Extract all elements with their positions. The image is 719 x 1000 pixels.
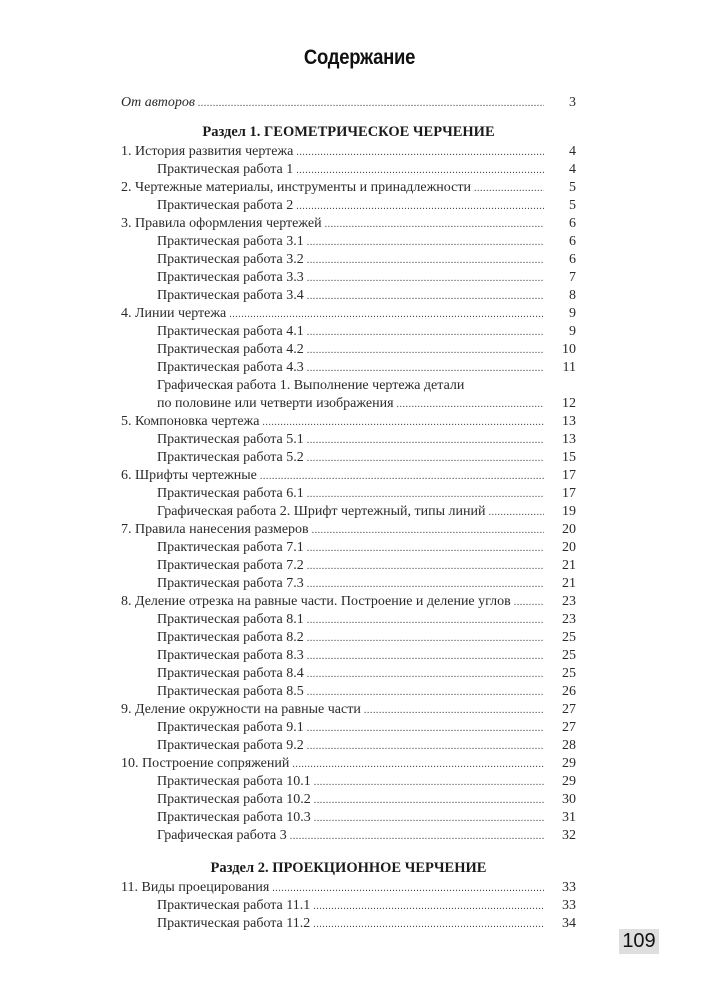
toc-subentry[interactable] bbox=[121, 737, 576, 755]
toc-entry-label: Практическая работа 7.1 ..... bbox=[157, 539, 544, 558]
toc-subentry[interactable] bbox=[121, 359, 576, 377]
toc-entry-page: 23 bbox=[562, 612, 576, 627]
toc-entry-label: 11. Виды проецирования ..... bbox=[121, 879, 544, 898]
toc-entry-page: 25 bbox=[562, 630, 576, 645]
toc-entry-page: 25 bbox=[562, 666, 576, 681]
toc-entry-page: 6 bbox=[569, 216, 576, 231]
toc-entry-label: Практическая работа 4.3 ..... bbox=[157, 359, 544, 378]
toc-entry-page: 15 bbox=[562, 450, 576, 465]
toc-entry-page: 34 bbox=[562, 916, 576, 931]
toc-entry-page: 20 bbox=[562, 540, 576, 555]
toc-entry-page: 26 bbox=[562, 684, 576, 699]
toc-entry-page: 29 bbox=[562, 756, 576, 771]
toc-entry-label: Практическая работа 8.1 ..... bbox=[157, 611, 544, 630]
toc-entry-label: Практическая работа 3.2 ..... bbox=[157, 251, 544, 270]
toc-entry-label: Практическая работа 7.2 ..... bbox=[157, 557, 544, 576]
toc-subentry[interactable] bbox=[121, 485, 576, 503]
toc-entry-label: 5. Компоновка чертежа ..... bbox=[121, 413, 544, 432]
toc-subentry[interactable] bbox=[121, 665, 576, 683]
toc-subentry[interactable] bbox=[121, 377, 576, 395]
toc-entry-page: 25 bbox=[562, 648, 576, 663]
toc-entry-label: Практическая работа 2 ..... bbox=[157, 197, 544, 216]
toc-entry-page: 4 bbox=[569, 144, 576, 159]
toc-subentry[interactable] bbox=[121, 557, 576, 575]
toc-subentry[interactable] bbox=[121, 251, 576, 269]
toc-subentry[interactable] bbox=[121, 647, 576, 665]
toc-subentry[interactable] bbox=[121, 539, 576, 557]
toc-entry-page: 9 bbox=[569, 324, 576, 339]
toc-entry-label: Практическая работа 7.3 ..... bbox=[157, 575, 544, 594]
toc-subentry[interactable] bbox=[121, 719, 576, 737]
table-of-contents bbox=[121, 94, 576, 933]
toc-subentry[interactable] bbox=[121, 269, 576, 287]
toc-entry-page: 20 bbox=[562, 522, 576, 537]
toc-entry-label: Практическая работа 6.1 ..... bbox=[157, 485, 544, 504]
toc-entry-label: Практическая работа 11.1 ..... bbox=[157, 897, 544, 916]
toc-entry-page: 13 bbox=[562, 414, 576, 429]
toc-entry-label: 1. История развития чертежа ..... bbox=[121, 143, 544, 162]
toc-subentry[interactable] bbox=[121, 611, 576, 629]
toc-entry-page: 5 bbox=[569, 180, 576, 195]
toc-entry-label: 9. Деление окружности на равные части ..... bbox=[121, 701, 544, 720]
toc-subentry[interactable] bbox=[121, 773, 576, 791]
toc-subentry[interactable] bbox=[121, 827, 576, 845]
toc-entry-label: Практическая работа 9.2 ..... bbox=[157, 737, 544, 756]
toc-chapter[interactable] bbox=[121, 521, 576, 539]
toc-entry-authors[interactable] bbox=[121, 94, 576, 112]
toc-entry-label: 3. Правила оформления чертежей ..... bbox=[121, 215, 544, 234]
toc-entry-page: 33 bbox=[562, 898, 576, 913]
toc-entry-page: 21 bbox=[562, 558, 576, 573]
toc-entry-label: Практическая работа 10.3 ..... bbox=[157, 809, 544, 828]
toc-chapter[interactable] bbox=[121, 215, 576, 233]
toc-entry-label: Практическая работа 3.3 ..... bbox=[157, 269, 544, 288]
toc-entry-page: 23 bbox=[562, 594, 576, 609]
toc-entry-page: 5 bbox=[569, 198, 576, 213]
toc-entry-label: Практическая работа 8.4 ..... bbox=[157, 665, 544, 684]
toc-entry-label: Практическая работа 5.2 ..... bbox=[157, 449, 544, 468]
toc-entry-label: Практическая работа 8.5 ..... bbox=[157, 683, 544, 702]
toc-subentry[interactable] bbox=[121, 197, 576, 215]
toc-entry-page: 21 bbox=[562, 576, 576, 591]
toc-subentry[interactable] bbox=[121, 161, 576, 179]
toc-subentry[interactable] bbox=[121, 395, 576, 413]
toc-subentry[interactable] bbox=[121, 503, 576, 521]
toc-entry-page: 32 bbox=[562, 828, 576, 843]
toc-entry-page: 27 bbox=[562, 720, 576, 735]
toc-entry-label: 10. Построение сопряжений ..... bbox=[121, 755, 544, 774]
toc-chapter[interactable] bbox=[121, 179, 576, 197]
toc-entry-page: 12 bbox=[562, 396, 576, 411]
toc-subentry[interactable] bbox=[121, 915, 576, 933]
toc-subentry[interactable] bbox=[121, 341, 576, 359]
toc-entry-page: 28 bbox=[562, 738, 576, 753]
toc-entry-page: 19 bbox=[562, 504, 576, 519]
toc-entry-label: Практическая работа 1 ..... bbox=[157, 161, 544, 180]
toc-chapter[interactable] bbox=[121, 593, 576, 611]
toc-entry-page: 6 bbox=[569, 252, 576, 267]
toc-entry-label: 2. Чертежные материалы, инструменты и принадлежности ..... bbox=[121, 179, 544, 198]
toc-entry-page: 27 bbox=[562, 702, 576, 717]
toc-entry-page: 7 bbox=[569, 270, 576, 285]
toc-entry-label: 4. Линии чертежа ..... bbox=[121, 305, 544, 324]
toc-entry-label: Практическая работа 3.1 ..... bbox=[157, 233, 544, 252]
toc-chapter[interactable] bbox=[121, 879, 576, 897]
toc-entry-label: Практическая работа 11.2 ..... bbox=[157, 915, 544, 934]
toc-entry-page: 13 bbox=[562, 432, 576, 447]
toc-subentry[interactable] bbox=[121, 629, 576, 647]
toc-entry-label: От авторов ..... bbox=[121, 94, 544, 113]
toc-entry-page: 8 bbox=[569, 288, 576, 303]
toc-entry-label: Практическая работа 10.2 ..... bbox=[157, 791, 544, 810]
toc-entry-label: Графическая работа 3 ..... bbox=[157, 827, 544, 846]
toc-chapter[interactable] bbox=[121, 143, 576, 161]
toc-entry-page: 17 bbox=[562, 486, 576, 501]
toc-subentry[interactable] bbox=[121, 809, 576, 827]
section-heading: Раздел 1. ГЕОМЕТРИЧЕСКОЕ ЧЕРЧЕНИЕ bbox=[202, 124, 495, 140]
toc-entry-label: Графическая работа 1. Выполнение чертежа детали bbox=[157, 378, 465, 393]
toc-entry-label: Практическая работа 9.1 ..... bbox=[157, 719, 544, 738]
toc-subentry[interactable] bbox=[121, 323, 576, 341]
toc-subentry[interactable] bbox=[121, 287, 576, 305]
toc-entry-page: 31 bbox=[562, 810, 576, 825]
toc-chapter[interactable] bbox=[121, 755, 576, 773]
toc-entry-label: Практическая работа 5.1 ..... bbox=[157, 431, 544, 450]
toc-entry-page: 33 bbox=[562, 880, 576, 895]
toc-chapter[interactable] bbox=[121, 467, 576, 485]
toc-entry-label: Практическая работа 10.1 ..... bbox=[157, 773, 544, 792]
page-title: Содержание bbox=[303, 46, 416, 69]
toc-subentry[interactable] bbox=[121, 449, 576, 467]
toc-subentry[interactable] bbox=[121, 575, 576, 593]
toc-entry-label: Графическая работа 2. Шрифт чертежный, типы линий ..... bbox=[157, 503, 544, 522]
toc-entry-page: 10 bbox=[562, 342, 576, 357]
toc-entry-label: Практическая работа 4.1 ..... bbox=[157, 323, 544, 342]
toc-entry-label: Практическая работа 3.4 ..... bbox=[157, 287, 544, 306]
section-heading: Раздел 2. ПРОЕКЦИОННОЕ ЧЕРЧЕНИЕ bbox=[210, 860, 487, 876]
toc-entry-page: 11 bbox=[562, 360, 576, 375]
toc-entry-label: Практическая работа 8.3 ..... bbox=[157, 647, 544, 666]
toc-chapter[interactable] bbox=[121, 413, 576, 431]
toc-entry-label: Практическая работа 8.2 ..... bbox=[157, 629, 544, 648]
toc-entry-page: 9 bbox=[569, 306, 576, 321]
toc-entry-page: 29 bbox=[562, 774, 576, 789]
toc-entry-label: 8. Деление отрезка на равные части. Построение и деление углов ..... bbox=[121, 593, 544, 612]
toc-subentry[interactable] bbox=[121, 791, 576, 809]
toc-entry-page: 30 bbox=[562, 792, 576, 807]
toc-entry-page: 4 bbox=[569, 162, 576, 177]
toc-entry-label: 6. Шрифты чертежные ..... bbox=[121, 467, 544, 486]
toc-entry-page: 17 bbox=[562, 468, 576, 483]
toc-entry-page: 6 bbox=[569, 234, 576, 249]
toc-chapter[interactable] bbox=[121, 701, 576, 719]
toc-subentry[interactable] bbox=[121, 897, 576, 915]
toc-entry-label: Практическая работа 4.2 ..... bbox=[157, 341, 544, 360]
toc-subentry[interactable] bbox=[121, 683, 576, 701]
toc-subentry[interactable] bbox=[121, 431, 576, 449]
toc-subentry[interactable] bbox=[121, 233, 576, 251]
toc-entry-page: 3 bbox=[569, 95, 576, 110]
page-number: 109 bbox=[619, 929, 659, 954]
toc-chapter[interactable] bbox=[121, 305, 576, 323]
toc-entry-label: 7. Правила нанесения размеров ..... bbox=[121, 521, 544, 540]
toc-entry-label: по половине или четверти изображения ..... bbox=[157, 395, 544, 414]
